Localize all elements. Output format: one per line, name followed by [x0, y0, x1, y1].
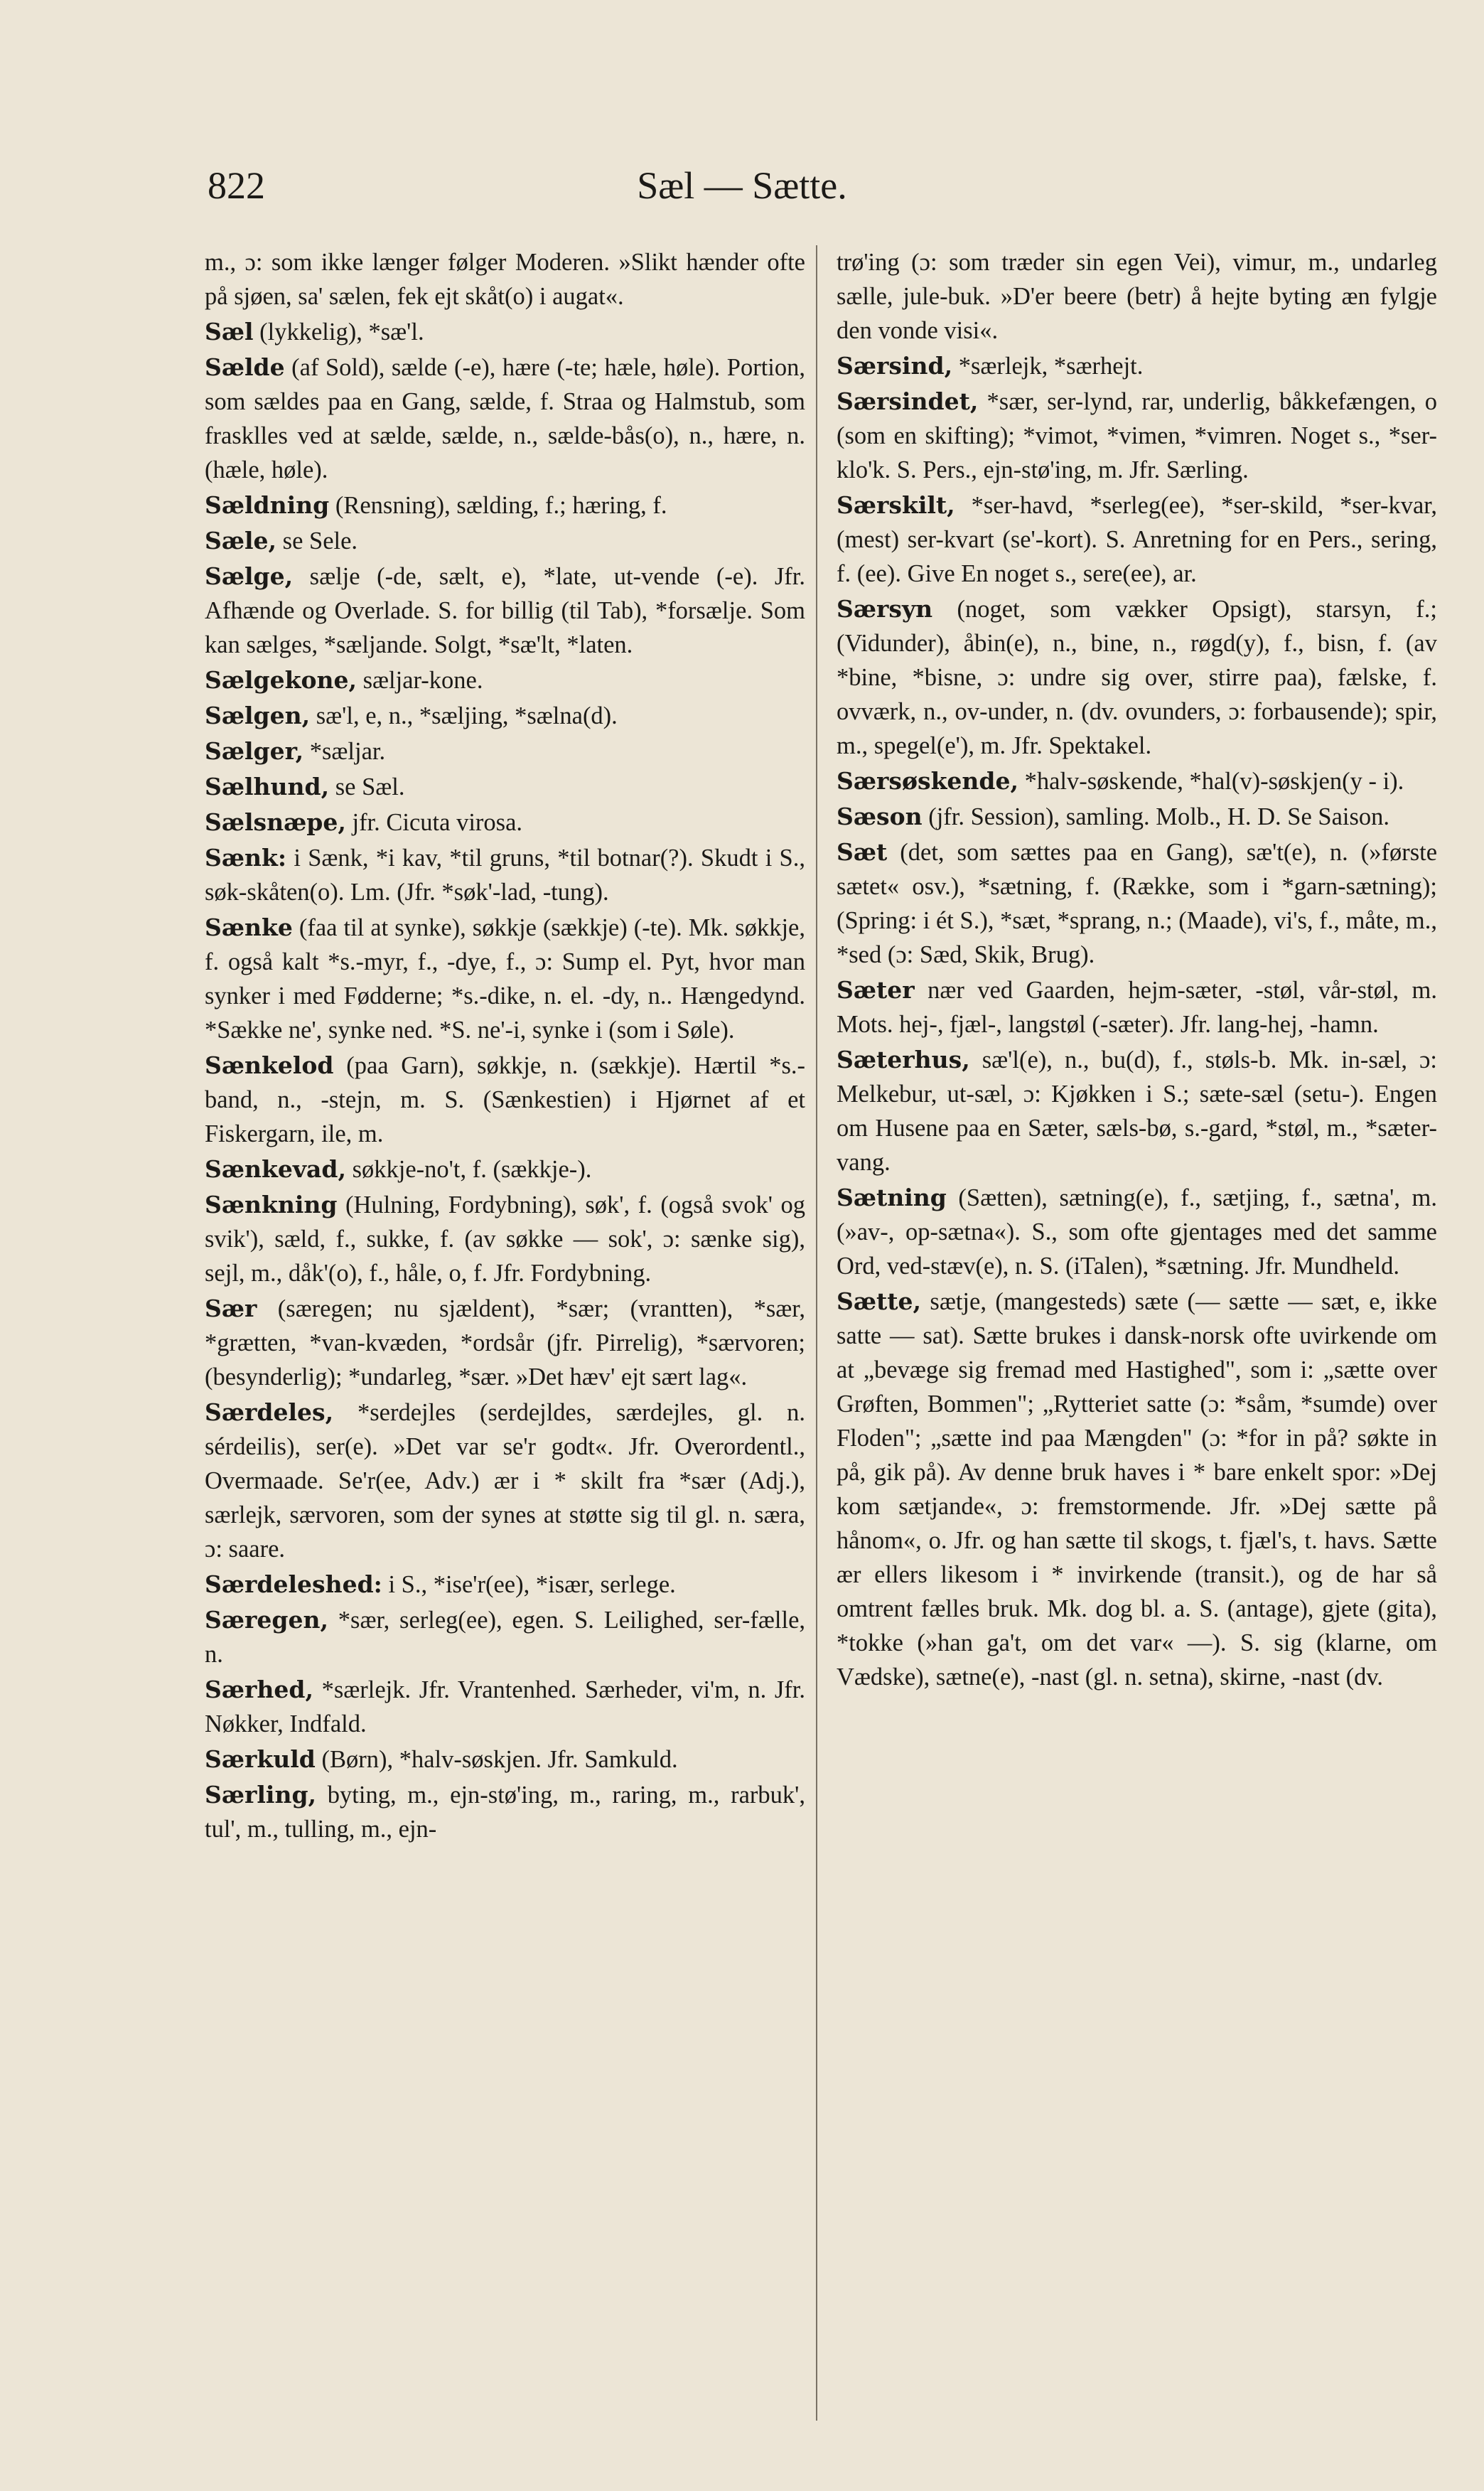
entry-headword: Sætte, — [837, 1287, 921, 1315]
dictionary-entry — [205, 841, 805, 909]
entry-headword: Sær — [205, 1295, 257, 1322]
dictionary-entry — [205, 663, 805, 697]
entry-definition: *ser-havd, *serleg(ee), *ser-skild, *ser-kvar, (mest) ser-kvart (se'-kort). S. Anretning for en Pers., sering, f. (ee). Give En noget s., sere(ee), ar. — [837, 492, 1437, 587]
dictionary-entry — [837, 1043, 1437, 1179]
entry-definition: (af Sold), sælde (-e), hære (-te; hæle, høle). Portion, som sældes paa en Gang, sælde, f. Straa og Halmstub, som frasklles ved at sælde, sælde, n., sælde-bås(o), n., hære, n. (hæle, høle). — [205, 354, 805, 483]
dictionary-entry — [205, 1778, 805, 1846]
entry-definition: (faa til at synke), søkkje (sækkje) (-te). Mk. søkkje, f. også kalt *s.-myr, f., -dye, f., ɔ: Sump el. Pyt, hvor man synker i med Fødderne; *s.-dike, n. el. -dy, n.. Hængedynd. *Sække ne', synke ned. *S. ne'-i, synke i (som i Søle). — [205, 914, 805, 1044]
entry-definition: (Sætten), sætning(e), f., sætjing, f., sætna', m. (»av-, op-sætna«). S., som ofte gjentages med det samme Ord, ved-stæv(e), n. S. (iTalen), *sætning. Jfr. Mundheld. — [837, 1184, 1437, 1280]
entry-definition: byting, m., ejn-stø'ing, m., raring, m., rarbuk', tul', m., tulling, m., ejn- — [205, 1782, 805, 1843]
dictionary-entry — [205, 805, 805, 840]
entry-headword: Særsøskende, — [837, 767, 1018, 795]
dictionary-entry — [837, 349, 1437, 383]
dictionary-entry — [837, 973, 1437, 1041]
entry-headword: Sælger, — [205, 737, 304, 765]
dictionary-entry — [205, 488, 805, 523]
entry-definition: trø'ing (ɔ: som træder sin egen Vei), vimur, m., undarleg sælle, jule-buk. »D'er beere (betr) å hejte byting æn fylgje den vonde visi«. — [837, 249, 1437, 344]
entry-definition: (Rensning), sælding, f.; hæring, f. — [335, 492, 667, 519]
dictionary-entry — [837, 245, 1437, 348]
right-column — [837, 245, 1437, 2435]
dictionary-entry — [837, 385, 1437, 487]
entry-definition: (Hulning, Fordybning), søk', f. (også svok' og svik'), sæld, f., sukke, f. (av søkke — sok', ɔ: sænke sig), sejl, m., dåk'(o), f., håle, o, f. Jfr. Fordybning. — [205, 1191, 805, 1287]
dictionary-entry — [205, 1742, 805, 1777]
dictionary-entry — [837, 800, 1437, 834]
dictionary-entry — [205, 559, 805, 662]
page-header — [0, 164, 1484, 220]
dictionary-entry — [205, 911, 805, 1047]
entry-headword: Særkuld — [205, 1745, 316, 1773]
entry-definition: se Sele. — [282, 527, 358, 555]
entry-headword: Sænkelod — [205, 1051, 334, 1079]
entry-headword: Sældning — [205, 491, 330, 519]
running-head: Sæl — Sætte. — [637, 164, 847, 207]
entry-headword: Særdeleshed: — [205, 1570, 382, 1598]
entry-headword: Sælhund, — [205, 773, 330, 800]
entry-definition: i Sænk, *i kav, *til gruns, *til botnar(?). Skudt i S., søk-skåten(o). Lm. (Jfr. *søk'-lad, -tung). — [205, 845, 805, 906]
entry-definition: *særlejk, *særhejt. — [958, 353, 1144, 380]
entry-definition: sæljar-kone. — [362, 667, 483, 694]
entry-headword: Sæson — [837, 803, 923, 830]
dictionary-entry — [205, 1603, 805, 1671]
entry-definition: *sær, ser-lynd, rar, underlig, båkkefængen, o (som en skifting); *vimot, *vimen, *vimren. Noget s., *ser-klo'k. S. Pers., ejn-stø'ing, m. Jfr. Særling. — [837, 388, 1437, 483]
dictionary-entry — [205, 1152, 805, 1186]
left-column — [205, 245, 805, 2435]
entry-definition: *sæljar. — [309, 738, 386, 765]
entry-headword: Sænkevad, — [205, 1155, 346, 1183]
entry-definition: (jfr. Session), samling. Molb., H. D. Se Saison. — [928, 803, 1390, 830]
dictionary-entry — [205, 1292, 805, 1394]
entry-headword: Særsind, — [837, 352, 953, 380]
entry-definition: søkkje-no't, f. (sækkje-). — [352, 1156, 592, 1183]
entry-definition: i S., *ise'r(ee), *især, serlege. — [388, 1571, 676, 1598]
dictionary-entry — [205, 245, 805, 314]
dictionary-entry — [205, 1396, 805, 1566]
page-number: 822 — [208, 164, 265, 207]
entry-definition: sæ'l(e), n., bu(d), f., støls-b. Mk. in-sæl, ɔ: Melkebur, ut-sæl, ɔ: Kjøkken i S.; sæte-sæl (setu-). Engen om Husene paa en Sæter, sæls-bø, s.-gard, *støl, m., *sæter-vang. — [837, 1046, 1437, 1176]
dictionary-entry — [837, 835, 1437, 972]
dictionary-entry — [837, 1181, 1437, 1283]
dictionary-entry — [205, 1568, 805, 1602]
dictionary-entry — [837, 592, 1437, 763]
entry-headword: Sælsnæpe, — [205, 808, 346, 836]
entry-definition: (paa Garn), søkkje, n. (sækkje). Hærtil *s.-band, n., -stejn, m. S. (Sænkestien) i Hjørnet af et Fiskergarn, ile, m. — [205, 1052, 805, 1147]
entry-definition: sæ'l, e, n., *sæljing, *sælna(d). — [316, 702, 618, 729]
entry-headword: Sænkning — [205, 1191, 338, 1218]
entry-headword: Særsyn — [837, 595, 933, 623]
entry-definition: (det, som sættes paa en Gang), sæ't(e), n. (»første sætet« osv.), *sætning, f. (Række, som i *garn-sætning); (Spring: i ét S.), *sæt, *sprang, n.; (Maade), vi's, f., måte, m., *sed (ɔ: Sæd, Skik, Brug). — [837, 839, 1437, 968]
entry-headword: Særskilt, — [837, 491, 955, 519]
entry-headword: Sælgen, — [205, 702, 311, 729]
entry-headword: Sænke — [205, 914, 293, 941]
dictionary-entry — [205, 1673, 805, 1741]
entry-definition: jfr. Cicuta virosa. — [352, 809, 523, 836]
entry-headword: Sæter — [837, 976, 915, 1004]
entry-definition: *sær, serleg(ee), egen. S. Leilighed, ser-fælle, n. — [205, 1607, 805, 1668]
entry-headword: Sælge, — [205, 562, 294, 590]
entry-headword: Sæterhus, — [837, 1046, 970, 1073]
dictionary-entry — [837, 488, 1437, 591]
dictionary-entry — [205, 524, 805, 558]
entry-definition: (noget, som vækker Opsigt), starsyn, f.; (Vidunder), åbin(e), n., bine, n., røgd(y), f., bisn, f. (av *bine, *bisne, ɔ: undre sig over, stirre paa), fælske, f. ovværk, n., ov-under, n. (dv. ovunders, ɔ: forbausende); spir, m., spegel(e'), m. Jfr. Spektakel. — [837, 596, 1437, 759]
entry-headword: Sæl — [205, 318, 254, 345]
entry-headword: Sælgekone, — [205, 666, 357, 694]
entry-headword: Særling, — [205, 1781, 317, 1809]
dictionary-entry — [205, 699, 805, 733]
dictionary-entry — [205, 1049, 805, 1151]
dictionary-entry — [205, 315, 805, 349]
entry-headword: Sælde — [205, 353, 285, 381]
entry-headword: Sætning — [837, 1184, 947, 1211]
entry-headword: Særhed, — [205, 1676, 313, 1703]
dictionary-entry — [205, 734, 805, 768]
dictionary-entry — [205, 350, 805, 487]
dictionary-entry — [837, 1285, 1437, 1694]
entry-headword: Sæt — [837, 838, 888, 866]
entry-definition: se Sæl. — [335, 773, 405, 800]
dictionary-entry — [205, 1188, 805, 1290]
entry-headword: Sæle, — [205, 527, 277, 555]
entry-headword: Særdeles, — [205, 1398, 334, 1426]
entry-definition: (særegen; nu sjældent), *sær; (vrantten), *sær, *grætten, *van-kvæden, *ordsår (jfr. Pirrelig), *særvoren; (besynderlig); *undarleg, *sær. »Det hæv' ejt sært lag«. — [205, 1295, 805, 1391]
entry-definition: sælje (-de, sælt, e), *late, ut-vende (-e). Jfr. Afhænde og Overlade. S. for billig (til Tab), *forsælje. Som kan sælges, *sæljande. Solgt, *sæ'lt, *laten. — [205, 563, 805, 658]
entry-definition: sætje, (mangesteds) sæte (— sætte — sæt, e, ikke satte — sat). Sætte brukes i dansk-norsk ofte uvirkende om at „bevæge sig fremad med Hastighed", som i: „sætte over Grøften, Bommen"; „Rytteriet satte (ɔ: *såm, *sumde) over Floden"; „sætte ind paa Mængden" (ɔ: *for in på? søkte in på, gik på). Av denne bruk haves i * bare enkelt spor: »Dej kom sætjande«, ɔ: fremstormende. Jfr. »Dej sætte på hånom«, o. Jfr. og han sætte til skogs, t. fjæl's, t. havs. Sætte ær ellers likesom i * invirkende (transit.), og de har så omtrent fælles bruk. Mk. dog bl. a. S. (antage), gjete (gita), *tokke (»han ga't, om det var« —). S. sig (klarne, om Vædske), sætne(e), -nast (gl. n. setna), skirne, -nast (dv. — [837, 1288, 1437, 1691]
entry-definition: nær ved Gaarden, hejm-sæter, -støl, vår-støl, m. Mots. hej-, fjæl-, langstøl (-sæter). Jfr. lang-hej, -hamn. — [837, 977, 1437, 1038]
entry-headword: Sænk: — [205, 844, 287, 872]
entry-headword: Særsindet, — [837, 387, 979, 415]
entry-definition: *særlejk. Jfr. Vrantenhed. Særheder, vi'm, n. Jfr. Nøkker, Indfald. — [205, 1676, 805, 1737]
entry-definition: m., ɔ: som ikke længer følger Moderen. »Slikt hænder ofte på sjøen, sa' sælen, fek ejt skåt(o) i augat«. — [205, 249, 805, 310]
dictionary-entry — [205, 770, 805, 804]
entry-definition: *serdejles (serdejldes, særdejles, gl. n. sérdeilis), ser(e). »Det var se'r godt«. Jfr. Overordentl., Overmaade. Se'r(ee, Adv.) ær i * skilt fra *sær (Adj.), særlejk, særvoren, som der synes at støtte sig til gl. n. særa, ɔ: saare. — [205, 1399, 805, 1563]
entry-definition: *halv-søskende, *hal(v)-søskjen(y - i). — [1024, 768, 1404, 795]
entry-definition: (lykkelig), *sæ'l. — [259, 318, 424, 345]
entry-definition: (Børn), *halv-søskjen. Jfr. Samkuld. — [321, 1746, 678, 1773]
dictionary-entry — [837, 764, 1437, 798]
entry-headword: Særegen, — [205, 1606, 328, 1634]
column-divider — [816, 245, 817, 2421]
